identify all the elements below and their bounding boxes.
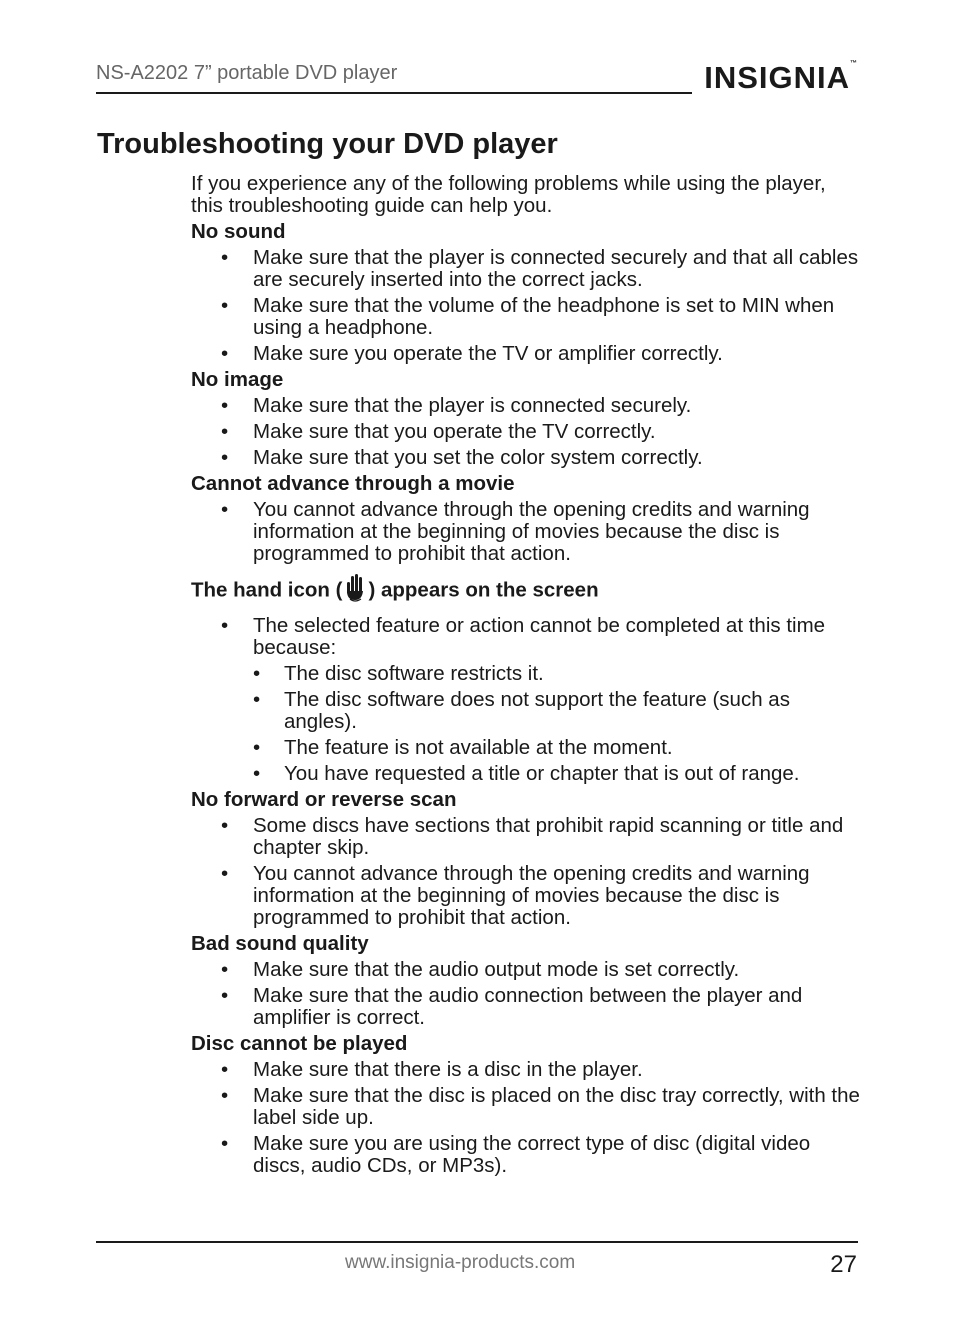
list-item: • Make sure that the audio output mode is set correctly.	[253, 959, 861, 981]
no-scan-list	[191, 815, 861, 929]
intro-text: If you experience any of the following problems while using the player, this troubleshooting guide can help you.	[191, 172, 826, 217]
no-sound-list	[191, 247, 861, 365]
list-item: • Make sure you operate the TV or amplifier correctly.	[253, 343, 861, 365]
section-heading-disc-cannot-play: Disc cannot be played	[191, 1032, 408, 1055]
page-title: Troubleshooting your DVD player	[97, 128, 558, 160]
section-heading-no-image: No image	[191, 368, 284, 391]
section-heading-no-sound: No sound	[191, 220, 286, 243]
heading-text: ) appears on the screen	[368, 578, 599, 602]
logo-trademark: ™	[850, 60, 858, 67]
section-heading-cannot-advance: Cannot advance through a movie	[191, 472, 515, 495]
hand-icon	[344, 573, 366, 603]
header-rule	[96, 92, 692, 94]
list-item: • Make sure that the audio connection between the player and amplifier is correct.	[253, 985, 861, 1029]
list-item: • You cannot advance through the opening credits and warning information at the beginning of movies because the disc is programmed to prohibit that action.	[253, 499, 861, 565]
list-item: • Make sure that the player is connected securely.	[253, 395, 861, 417]
hand-icon-sublist	[253, 663, 861, 785]
list-item	[253, 615, 861, 785]
page-number: 27	[830, 1251, 857, 1278]
website-url: www.insignia-products.com	[345, 1252, 576, 1273]
heading-text: The hand icon (	[191, 578, 343, 602]
footer-rule	[96, 1241, 858, 1243]
sub-list-item: • The disc software does not support the feature (such as angles).	[284, 689, 861, 733]
section-heading-bad-sound: Bad sound quality	[191, 932, 369, 955]
list-item: • Make sure that you operate the TV correctly.	[253, 421, 861, 443]
no-image-list	[191, 395, 861, 469]
sub-list-item: • The feature is not available at the moment.	[284, 737, 861, 759]
insignia-logo	[704, 60, 858, 96]
list-item: • Make sure that the player is connected securely and that all cables are securely inserted into the correct jacks.	[253, 247, 861, 291]
list-item-text: The selected feature or action cannot be completed at this time because:	[253, 614, 826, 659]
list-item: • Make sure that the disc is placed on the disc tray correctly, with the label side up.	[253, 1085, 861, 1129]
sub-list-item: • The disc software restricts it.	[284, 663, 861, 685]
disc-cannot-play-list	[191, 1059, 861, 1177]
list-item: • Make sure that there is a disc in the player.	[253, 1059, 861, 1081]
bad-sound-list	[191, 959, 861, 1029]
sub-list-item: • You have requested a title or chapter that is out of range.	[284, 763, 861, 785]
list-item: • Make sure that you set the color system correctly.	[253, 447, 861, 469]
cannot-advance-list	[191, 499, 861, 565]
troubleshooting-content	[191, 173, 861, 1181]
hand-icon-list	[191, 615, 861, 785]
section-heading-no-scan: No forward or reverse scan	[191, 788, 457, 811]
list-item: • You cannot advance through the opening credits and warning information at the beginning of movies because the disc is programmed to prohibit that action.	[253, 863, 861, 929]
logo-text: INSIGNIA	[704, 60, 850, 95]
page-header	[96, 58, 858, 98]
list-item: • Some discs have sections that prohibit rapid scanning or title and chapter skip.	[253, 815, 861, 859]
model-name: NS-A2202 7” portable DVD player	[96, 62, 398, 84]
list-item: • Make sure that the volume of the headphone is set to MIN when using a headphone.	[253, 295, 861, 339]
list-item: • Make sure you are using the correct type of disc (digital video discs, audio CDs, or MP3s).	[253, 1133, 861, 1177]
section-heading-hand-icon	[191, 579, 861, 603]
